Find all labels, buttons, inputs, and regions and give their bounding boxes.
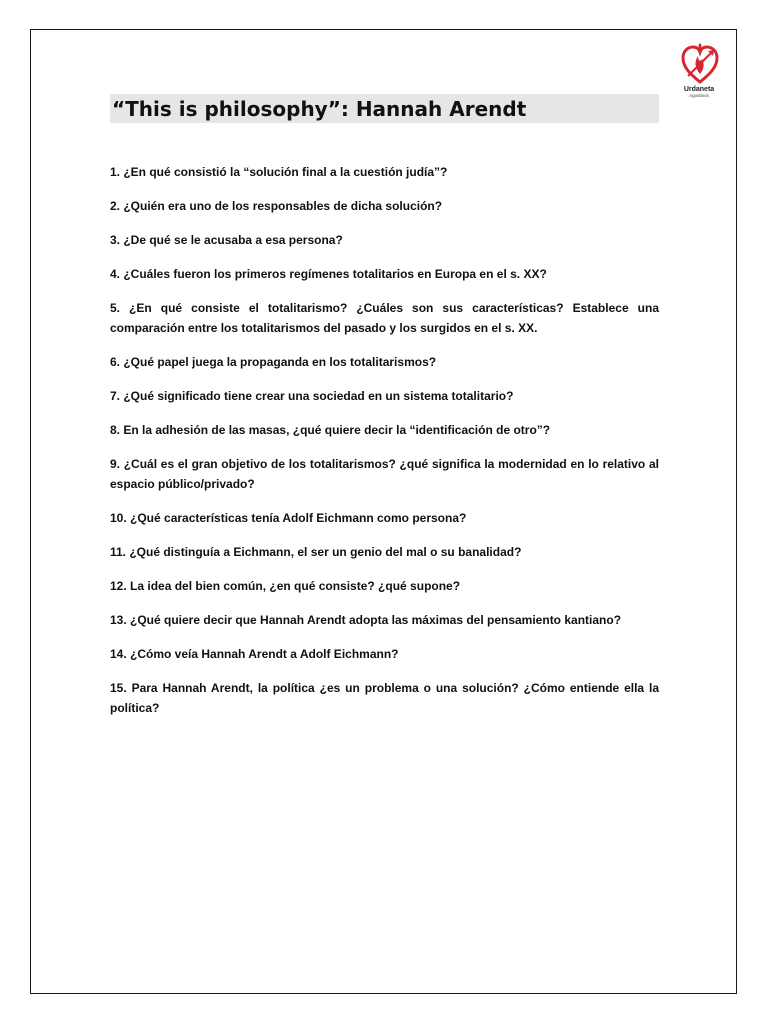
question-item: 14. ¿Cómo veía Hannah Arendt a Adolf Eichmann?: [110, 647, 399, 661]
question-item: 2. ¿Quién era uno de los responsables de dicha solución?: [110, 199, 443, 213]
question-item: 4. ¿Cuáles fueron los primeros regímenes totalitarios en Europa en el s. XX?: [110, 267, 547, 281]
title-banner: [110, 94, 659, 123]
question-item: 9. ¿Cuál es el gran objetivo de los totalitarismos? ¿qué significa la modernidad en lo relativo al espacio público/privado?: [110, 457, 659, 491]
logo-name: Urdaneta: [683, 86, 715, 93]
heart-logo-icon: [680, 42, 720, 86]
school-logo: [674, 42, 730, 102]
question-list: [110, 162, 659, 732]
question-item: 13. ¿Qué quiere decir que Hannah Arendt adopta las máximas del pensamiento kantiano?: [110, 613, 622, 627]
question-item: 15. Para Hannah Arendt, la política ¿es un problema o una solución? ¿Cómo entiende ella la política?: [110, 681, 659, 715]
question-item: 1. ¿En qué consistió la “solución final a la cuestión judía”?: [110, 165, 448, 179]
question-item: 10. ¿Qué características tenía Adolf Eichmann como persona?: [110, 511, 467, 525]
question-item: 8. En la adhesión de las masas, ¿qué quiere decir la “identificación de otro”?: [110, 423, 551, 437]
document-page: [30, 29, 737, 994]
question-item: 6. ¿Qué papel juega la propaganda en los totalitarismos?: [110, 355, 437, 369]
question-item: 7. ¿Qué significado tiene crear una sociedad en un sistema totalitario?: [110, 389, 514, 403]
question-item: 11. ¿Qué distinguía a Eichmann, el ser un genio del mal o su banalidad?: [110, 545, 522, 559]
page-title: “This is philosophy”: Hannah Arendt: [112, 97, 527, 121]
question-item: 3. ¿De qué se le acusaba a esa persona?: [110, 233, 343, 247]
question-item: 12. La idea del bien común, ¿en qué consiste? ¿qué supone?: [110, 579, 461, 593]
logo-subtitle: Agustinos: [689, 93, 709, 98]
question-item: 5. ¿En qué consiste el totalitarismo? ¿Cuáles son sus características? Establece una comparación entre los totalitarismos del pasado y los surgidos en el s. XX.: [110, 301, 659, 335]
